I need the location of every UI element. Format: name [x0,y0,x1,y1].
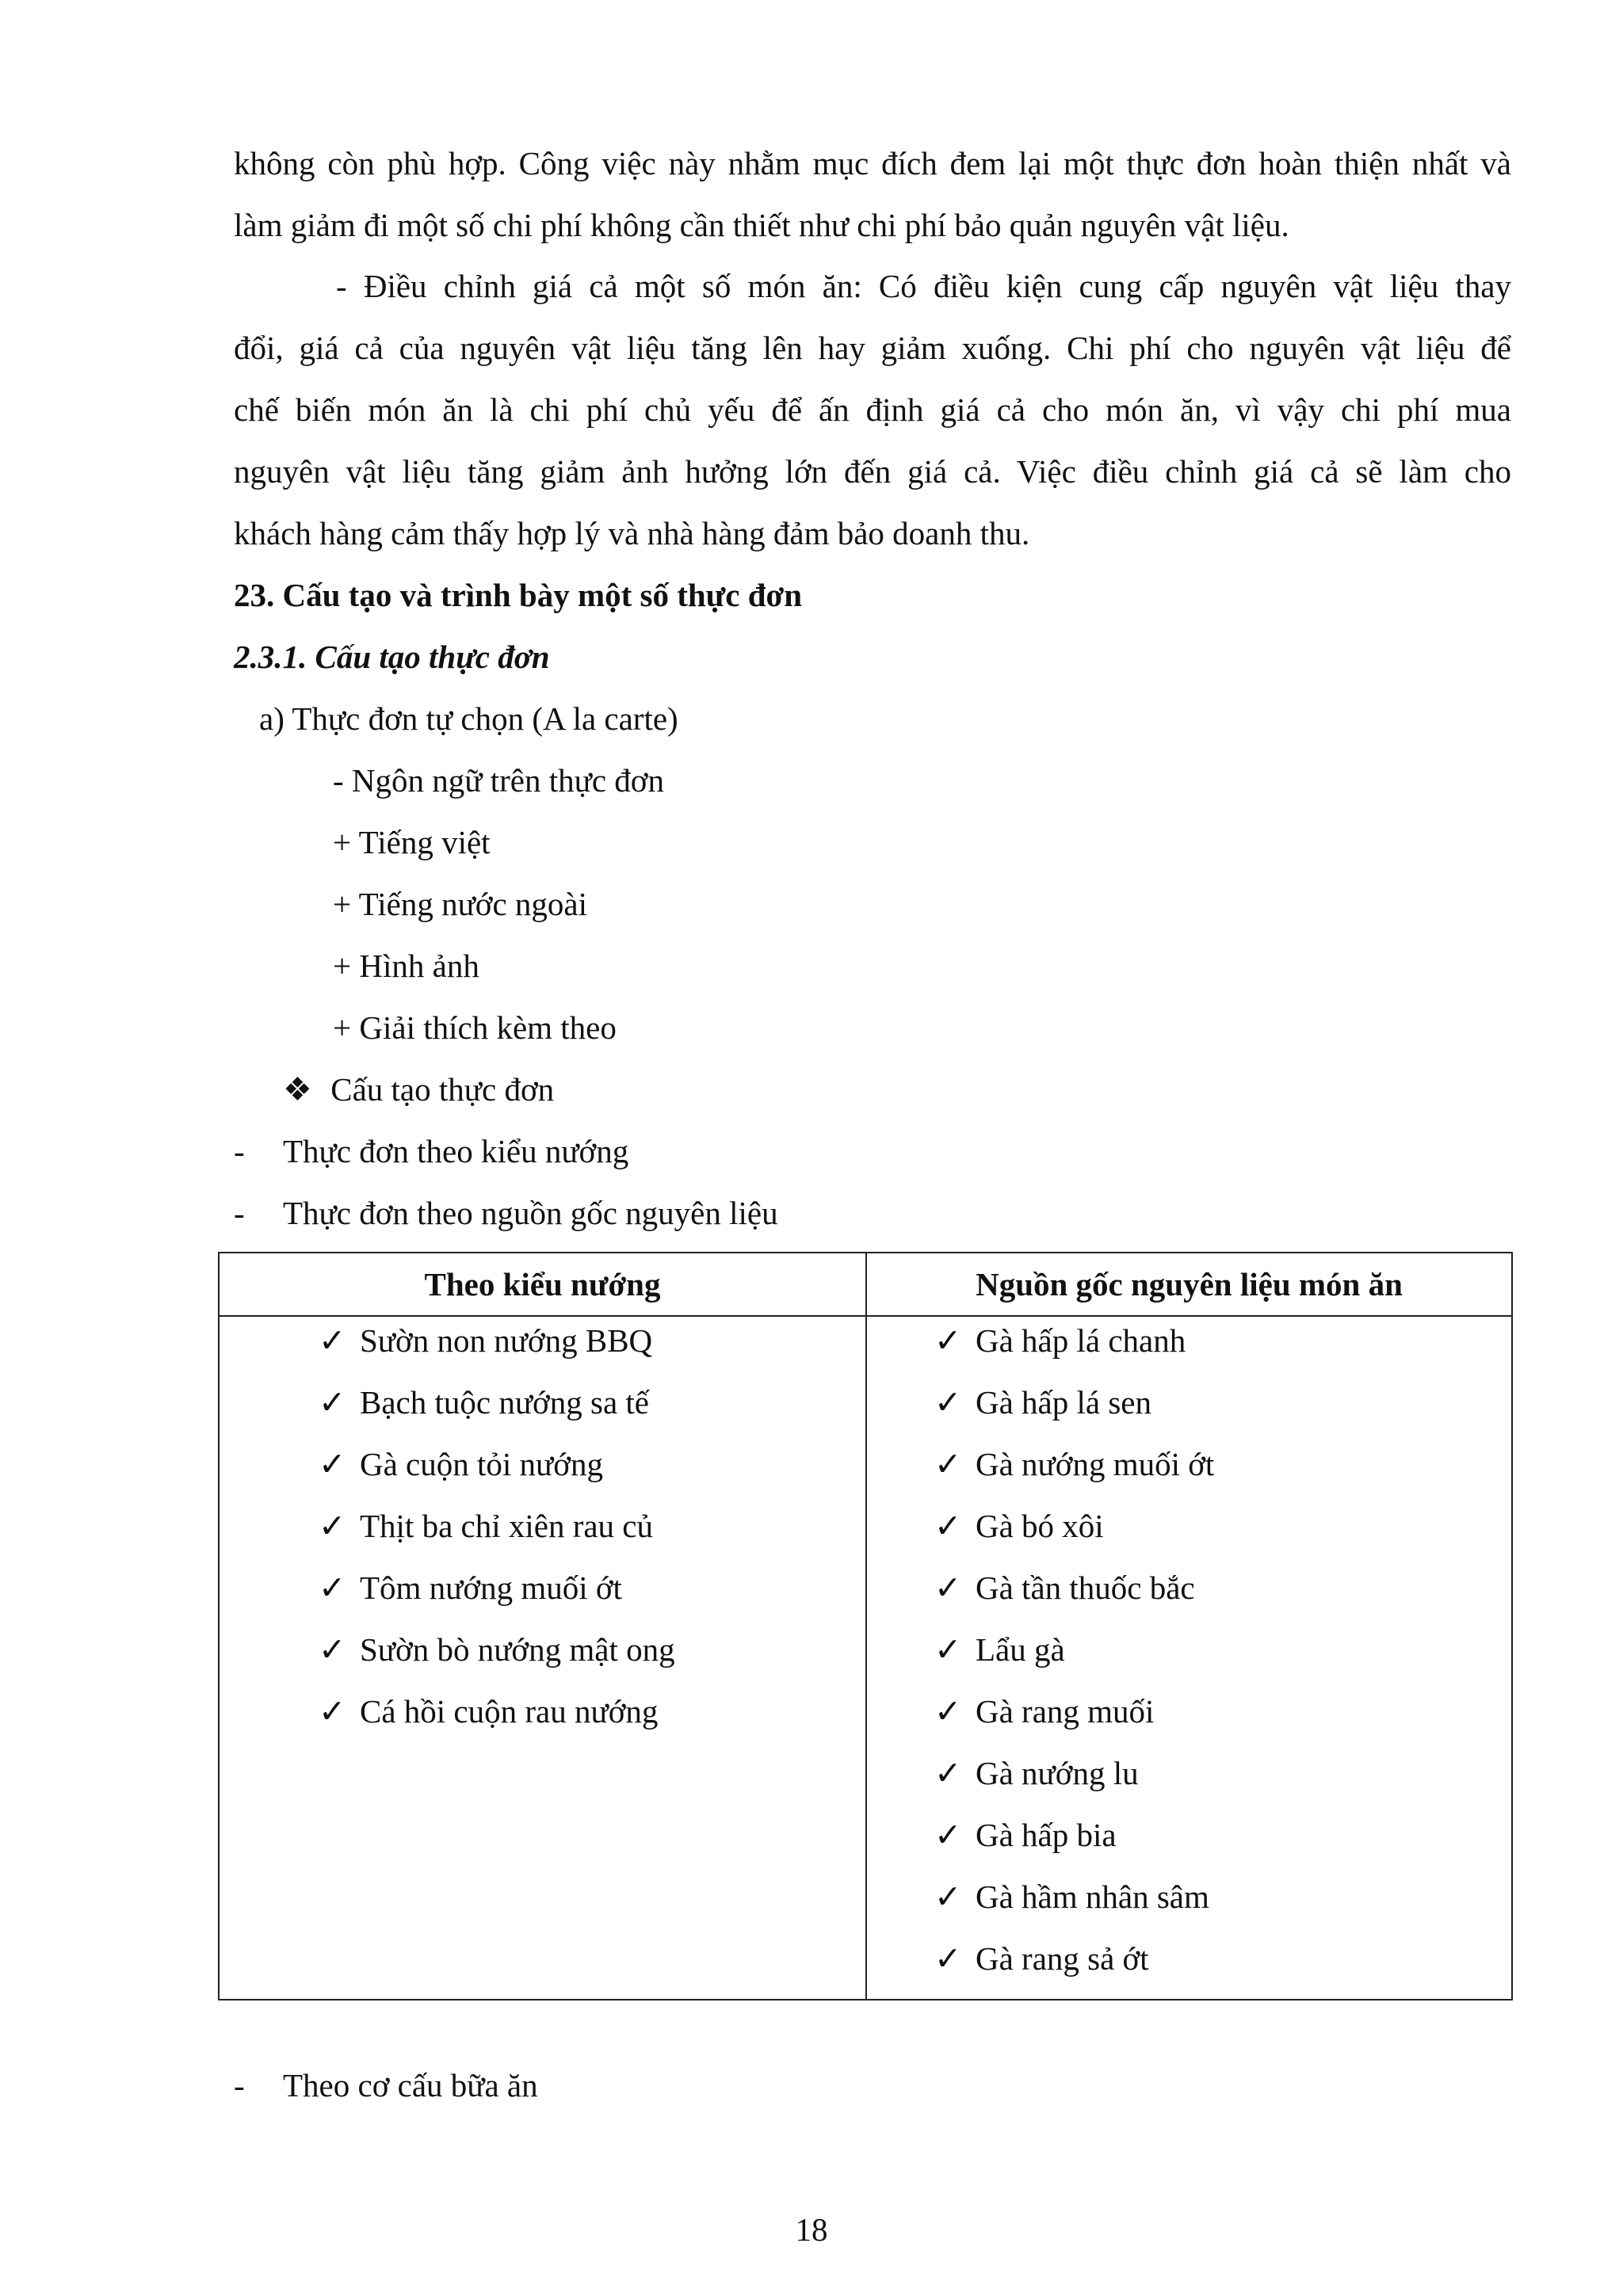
list-item [319,1448,603,1481]
paragraph1-line1: không còn phù hợp. Công việc này nhằm mục đích đem lại một thực đơn hoàn thiện nhất và [234,145,1511,181]
dash-marker: - [234,2067,245,2103]
check-icon: ✓ [934,1940,962,1977]
paragraph2-line5: khách hàng cảm thấy hợp lý và nhà hàng đảm bảo doanh thu. [234,515,1030,551]
origin-dish-name: Gà hầm nhân sâm [976,1878,1209,1915]
origin-dish-name: Gà nướng muối ớt [976,1446,1215,1482]
check-icon: ✓ [319,1508,346,1544]
dash-marker: - [234,1195,245,1231]
dash-item-text: Thực đơn theo kiểu nướng [283,1133,629,1169]
paragraph2-line3: chế biến món ăn là chi phí chủ yếu để ấn định giá cả cho món ăn, vì vậy chi phí mua [234,391,1511,428]
subheading-a-la-carte: a) Thực đơn tự chọn (A la carte) [259,700,678,737]
origin-dish-name: Gà rang muối [976,1693,1155,1730]
list-item [934,1819,1117,1852]
table-cell-ingredient-origin [866,1316,1512,2000]
list-item [934,1878,1209,1915]
list-item [934,1569,1195,1606]
check-icon: ✓ [934,1384,962,1421]
list-item [319,1386,649,1419]
check-icon: ✓ [934,1569,962,1606]
check-icon: ✓ [319,1446,346,1482]
menu-table [218,1252,1513,2000]
check-icon: ✓ [319,1384,346,1421]
language-item: + Hình ảnh [333,948,479,984]
list-item [319,1631,675,1668]
origin-dish-name: Gà tần thuốc bắc [976,1569,1195,1606]
grill-dish-name: Cá hồi cuộn rau nướng [360,1693,659,1730]
origin-dish-name: Gà nướng lu [976,1755,1139,1791]
list-item [934,1386,1151,1419]
origin-dish-name: Gà hấp lá sen [976,1384,1151,1421]
list-item [934,1940,1149,1977]
table-cell-grill-style [219,1316,866,2000]
list-item [934,1510,1104,1543]
paragraph2-line2: đổi, giá cả của nguyên vật liệu tăng lên hay giảm xuống. Chi phí cho nguyên vật liệu để [234,330,1511,366]
list-item [319,1569,622,1606]
dash-item [234,1195,778,1231]
diamond-bullet-item [283,1071,555,1108]
grill-dish-name: Bạch tuộc nướng sa tế [360,1384,649,1421]
check-icon: ✓ [319,1569,346,1606]
language-item: + Giải thích kèm theo [333,1009,617,1046]
check-icon: ✓ [934,1693,962,1730]
language-title: - Ngôn ngữ trên thực đơn [333,762,664,799]
language-item: + Tiếng việt [333,824,491,860]
dash-item-text: Theo cơ cấu bữa ăn [283,2067,538,2103]
grill-dish-name: Sườn bò nướng mật ong [360,1631,675,1668]
list-item [934,1631,1065,1668]
check-icon: ✓ [934,1878,962,1915]
section-heading-231: 2.3.1. Cấu tạo thực đơn [234,639,550,675]
grill-dish-name: Sườn non nướng BBQ [360,1322,653,1359]
check-icon: ✓ [934,1631,962,1668]
grill-dish-name: Gà cuộn tỏi nướng [360,1446,603,1482]
check-icon: ✓ [319,1631,346,1668]
list-item [934,1448,1214,1481]
list-item [934,1322,1186,1359]
check-icon: ✓ [934,1755,962,1791]
origin-dish-name: Lẩu gà [976,1631,1065,1668]
list-item [934,1695,1154,1728]
origin-dish-name: Gà rang sả ớt [976,1940,1149,1977]
check-icon: ✓ [319,1322,346,1359]
check-icon: ✓ [319,1693,346,1730]
dash-item [234,1133,629,1169]
grill-dish-name: Thịt ba chỉ xiên rau củ [360,1508,654,1544]
paragraph1-line2: làm giảm đi một số chi phí không cần thiết như chi phí bảo quản nguyên vật liệu. [234,207,1289,243]
list-item [319,1322,653,1359]
paragraph2-line1: - Điều chỉnh giá cả một số món ăn: Có điều kiện cung cấp nguyên vật liệu thay [336,268,1511,304]
dash-item [234,2067,538,2103]
check-icon: ✓ [934,1508,962,1544]
diamond-bullet-text: Cấu tạo thực đơn [330,1071,555,1108]
check-icon: ✓ [934,1446,962,1482]
paragraph2-line4: nguyên vật liệu tăng giảm ảnh hưởng lớn đến giá cả. Việc điều chỉnh giá cả sẽ làm cho [234,453,1511,490]
table-header-ingredient-origin: Nguồn gốc nguyên liệu món ăn [866,1253,1512,1316]
origin-dish-name: Gà hấp bia [976,1817,1117,1853]
origin-dish-name: Gà hấp lá chanh [976,1322,1186,1359]
check-icon: ✓ [934,1817,962,1853]
origin-dish-name: Gà bó xôi [976,1508,1104,1544]
table-header-grill-style: Theo kiểu nướng [219,1253,866,1316]
list-item [934,1757,1139,1790]
page-number: 18 [795,2211,828,2248]
check-icon: ✓ [934,1322,962,1359]
language-item: + Tiếng nước ngoài [333,886,588,922]
grill-dish-name: Tôm nướng muối ớt [360,1569,622,1606]
dash-item-text: Thực đơn theo nguồn gốc nguyên liệu [283,1195,778,1231]
dash-marker: - [234,1133,245,1169]
list-item [319,1695,658,1728]
diamond-bullet-icon: ❖ [283,1071,312,1108]
section-heading-23: 23. Cấu tạo và trình bày một số thực đơn [234,577,803,613]
list-item [319,1510,653,1543]
